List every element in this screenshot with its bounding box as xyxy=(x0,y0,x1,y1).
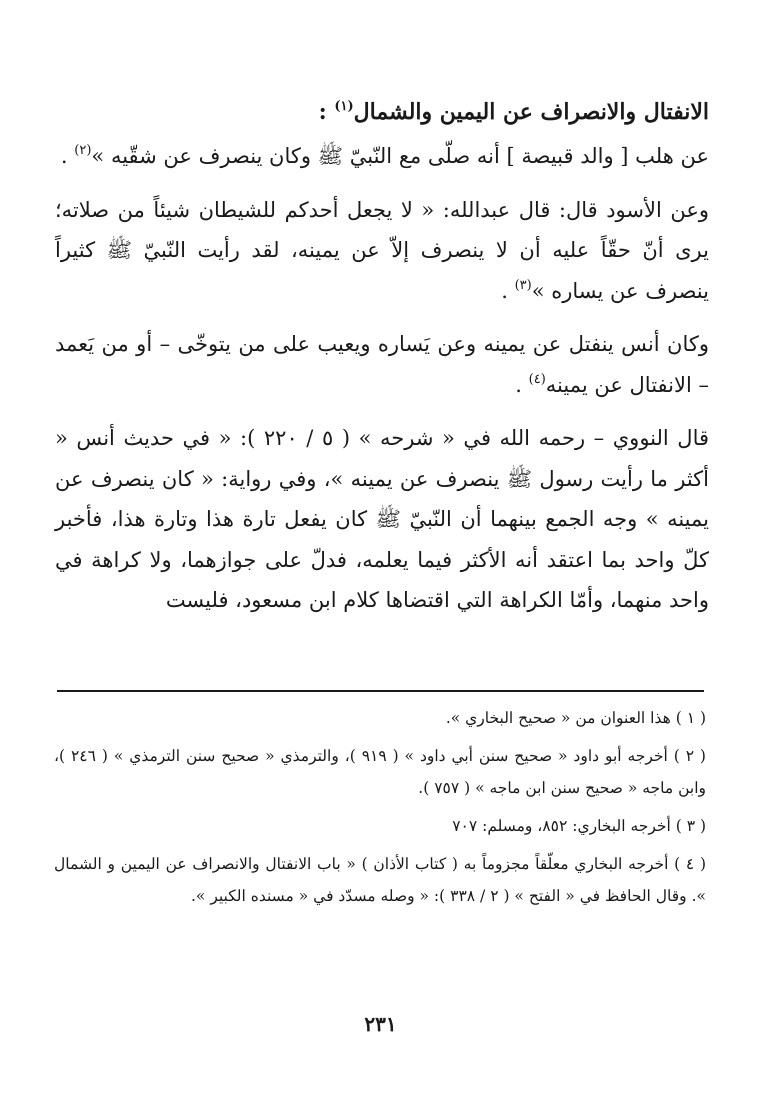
footnote: ( ١ ) هذا العنوان من « صحيح البخاري ». xyxy=(445,709,706,727)
footnote: ( ٤ ) أخرجه البخاري معلّقاً مجزوماً به ( كتاب الأذان ) « باب الانفتال والانصراف عن اليمين و الشمال ». وقال الحافظ في « الفتح » ( ٢ / ٣٣٨ ): « وصله مسدّد في « مسنده الكبير ». xyxy=(54,855,706,905)
paragraph-text: قال النووي – رحمه الله في « شرحه » ( ٥ / ٢٢٠ ): « في حديث أنس « أكثر ما رأيت رسول ﷺ ينصرف عن يمينه »، وفي رواية: « كان ينصرف عن يمينه » وجه الجمع بينهما أن النّبيّ ﷺ كان يفعل تارة هذا وتارة هذا، فأخبر كلّ واحد بما اعتقد أنه الأكثر فيما يعلمه، فدلّ على جوازهما، ولا كراهة في واحد منهما، وأمّا الكراهة التي اقتضاها كلام ابن مسعود، فليست xyxy=(55,426,710,612)
footnote-ref: (٤) xyxy=(528,371,546,387)
main-text xyxy=(55,92,709,621)
paragraph xyxy=(55,324,709,405)
footnote-ref: (٢) xyxy=(74,143,92,158)
heading-colon: : xyxy=(318,99,327,125)
paragraph xyxy=(55,136,709,177)
footnote-ref: (٣) xyxy=(514,277,532,293)
page-number: ٢٣١ xyxy=(364,1012,397,1036)
heading-text: الانفتال والانصراف عن اليمين والشمال xyxy=(353,99,709,125)
paragraph-text: وعن الأسود قال: قال عبدالله: « لا يجعل أحدكم للشيطان شيئاً من صلاته؛ يرى أنّ حقّاً عليه أن لا ينصرف إلاّ عن يمينه، لقد رأيت النّبيّ ﷺ كثيراً ينصرف عن يساره » xyxy=(55,197,709,303)
paragraph xyxy=(55,418,709,621)
footnote-ref: (١) xyxy=(334,99,354,114)
paragraph-end: . xyxy=(501,278,508,303)
section-heading xyxy=(55,92,709,132)
paragraph-text: عن هلب [ والد قبيصة ] أنه صلّى مع النّبيّ ﷺ وكان ينصرف عن شقّيه » xyxy=(91,144,709,168)
paragraph-text: وكان أنس ينفتل عن يمينه وعن يَساره ويعيب على من يتوخّى – أو من يَعمد – الانفتال عن يمينه xyxy=(55,332,710,397)
footnote: ( ٣ ) أخرجه البخاري: ٨٥٢، ومسلم: ٧٠٧ xyxy=(452,817,706,835)
paragraph xyxy=(55,190,709,312)
paragraph-end: . xyxy=(60,144,68,168)
footnote: ( ٢ ) أخرجه أبو داود « صحيح سنن أبي داود » ( ٩١٩ )، والترمذي « صحيح سنن الترمذي » ( ٢٤٦ )، وابن ماجه « صحيح سنن ابن ماجه » ( ٧٥٧ ). xyxy=(54,747,706,797)
footnotes xyxy=(54,702,706,918)
paragraph-end: . xyxy=(515,372,522,397)
footnote-divider xyxy=(57,690,704,692)
